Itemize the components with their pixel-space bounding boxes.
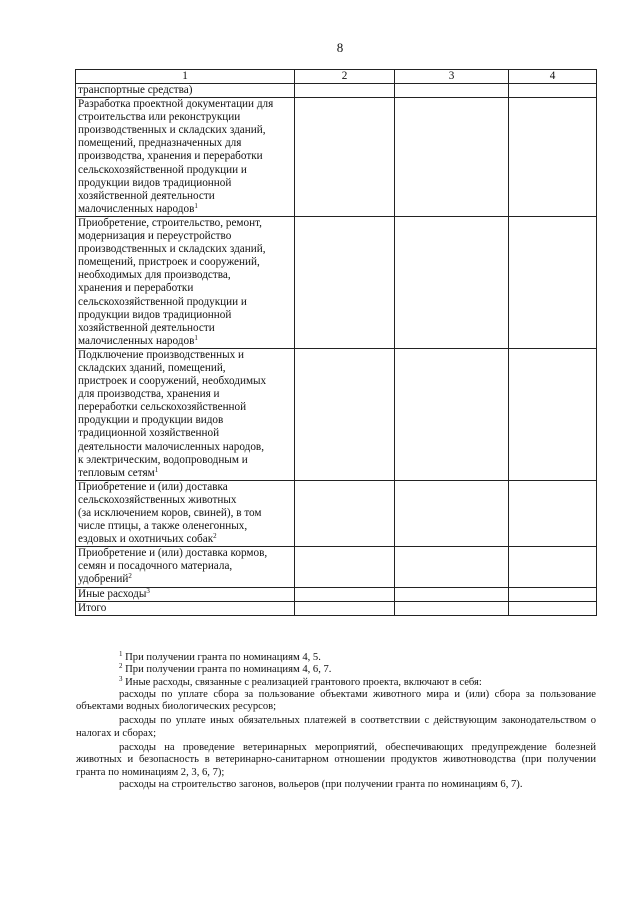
table-cell [395, 601, 509, 615]
footnote-text: При получении гранта по номинациям 4, 5. [122, 652, 321, 663]
footnote-text: Иные расходы, связанные с реализацией грантового проекта, включают в себя: [122, 676, 482, 688]
row-label-text: Итого [78, 601, 107, 614]
column-header: 3 [395, 70, 509, 84]
row-label [76, 480, 295, 546]
table-cell [395, 547, 509, 587]
table-row-total [76, 601, 597, 615]
column-header: 1 [76, 70, 295, 84]
row-label-text: Подключение производственных и складских зданий, помещений, пристроек и сооружений, необходимых для производства, хранения и переработки сельскохозяйственной продукции и продукции видов традиционной хозяйственной деятельности малочисленных народов, к электрическим, водопроводным и тепловым сетям [78, 348, 267, 479]
table-cell [295, 547, 395, 587]
row-label-text: Приобретение, строительство, ремонт, модернизация и переустройство производственных и складских зданий, помещений, пристроек и сооружений, необходимых для производства, хранения и переработки сельскохозяйственной продукции и продукции видов традиционной хозяйственной деятельности малочисленных народов [78, 216, 266, 347]
footnote-mark: 2 [119, 662, 123, 671]
table-cell [295, 84, 395, 98]
column-header: 2 [295, 70, 395, 84]
table-cell [295, 601, 395, 615]
footnote-ref: 1 [154, 465, 159, 474]
footnote-text: При получении гранта по номинациям 4, 6, 7. [122, 664, 332, 676]
table-cell [395, 348, 509, 480]
expense-paragraph: расходы по уплате сбора за пользование объектами животного мира и (или) сбора за пользование объектами водных биологических ресурсов; [76, 688, 596, 713]
footnote-ref: 1 [194, 201, 198, 210]
footnote-mark: 3 [119, 674, 123, 683]
table-row [76, 547, 597, 587]
table-row [76, 84, 597, 98]
row-label [76, 98, 295, 217]
column-header: 4 [509, 70, 597, 84]
footnotes-section [76, 652, 596, 791]
footnote [76, 652, 596, 664]
footnote-ref: 2 [128, 572, 132, 581]
table-cell [509, 480, 597, 546]
row-label [76, 547, 295, 587]
row-label-text: транспортные средства) [78, 84, 193, 96]
table-cell [509, 98, 597, 217]
expense-paragraph: расходы на строительство загонов, вольеров (при получении гранта по номинациям 6, 7). [119, 778, 523, 790]
row-label [76, 216, 295, 348]
table-cell [509, 348, 597, 480]
footnote-ref: 3 [146, 586, 150, 595]
row-label-text: Разработка проектной документации для строительства или реконструкции производственных и складских зданий, помещений, предназначенных для производства, хранения и переработки сельскохозяйственной продукции и продукции видов традиционной хозяйственной деятельности малочисленных народов [78, 98, 274, 215]
expenses-table [75, 69, 597, 616]
row-label-text: Приобретение и (или) доставка сельскохозяйственных животных (за исключением коров, свиней), в том числе птицы, а также оленегонных, ездовых и охотничьих собак [78, 480, 262, 546]
footnote-ref: 2 [213, 532, 217, 541]
row-label [76, 587, 295, 601]
footnote-ref: 1 [194, 333, 198, 342]
table-cell [395, 84, 509, 98]
table-header-row [76, 70, 597, 84]
table-cell [395, 216, 509, 348]
table-row [76, 480, 597, 546]
table-cell [509, 587, 597, 601]
table-cell [509, 84, 597, 98]
expense-paragraph: расходы по уплате иных обязательных платежей в соответствии с действующим законодательством о налогах и сборах; [76, 715, 596, 739]
table-row [76, 216, 597, 348]
row-label-text: Приобретение и (или) доставка кормов, семян и посадочного материала, удобрений [78, 547, 268, 586]
table-cell [295, 480, 395, 546]
expense-paragraph: расходы на проведение ветеринарных мероприятий, обеспечивающих предупреждение болезней животных и безопасность в ветеринарно-санитарном отношении продуктов животноводства (при получении гранта по номинациям 2, 3, 6, 7); [76, 742, 596, 778]
table-cell [295, 348, 395, 480]
footnote [76, 664, 596, 676]
row-label [76, 601, 295, 615]
table-cell [395, 98, 509, 217]
table-cell [295, 98, 395, 217]
row-label [76, 84, 295, 98]
footnote [76, 674, 596, 689]
table-row [76, 587, 597, 601]
table-cell [509, 216, 597, 348]
row-label-text: Иные расходы [78, 587, 147, 600]
table-cell [395, 480, 509, 546]
row-label [76, 348, 295, 480]
table-cell [509, 547, 597, 587]
table-cell [395, 587, 509, 601]
table-row [76, 348, 597, 480]
table-cell [509, 601, 597, 615]
table-row [76, 98, 597, 217]
table-cell [295, 216, 395, 348]
footnote-mark: 1 [119, 650, 123, 658]
page-number: 8 [336, 40, 344, 55]
table-cell [295, 587, 395, 601]
